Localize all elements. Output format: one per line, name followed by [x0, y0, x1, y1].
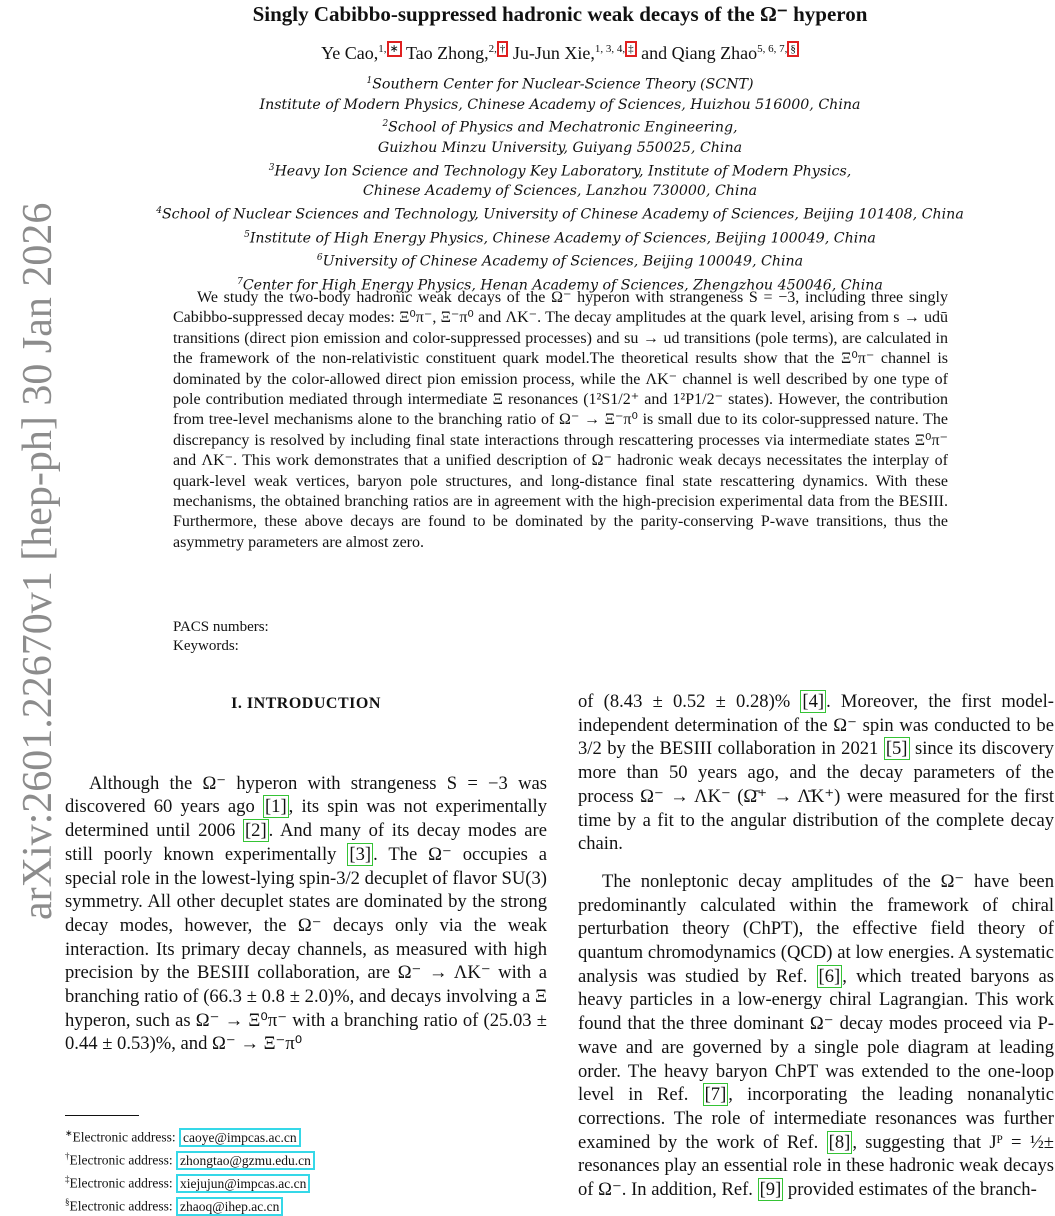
citation-link[interactable]: [9] — [759, 1179, 782, 1201]
citation-link[interactable]: [2] — [244, 820, 267, 842]
footnote — [65, 1147, 545, 1170]
keywords: Keywords: — [173, 638, 239, 654]
section-heading: I. INTRODUCTION — [231, 695, 381, 712]
text-run: , incorporating the leading nonanalytic corrections. The role of intermediate resonances was further examined by the work of Ref. — [578, 1084, 1054, 1153]
citation-link[interactable]: [1] — [264, 796, 287, 818]
text-run: . And many of its decay modes are still poorly known experimentally — [65, 820, 547, 865]
text-run: , which treated baryons as heavy particles in a low-energy chiral Lagrangian. This work found that the three dominant Ω⁻ decay modes proceed via P-wave and are governed by a single pole diagram at leading order. The heavy baryon ChPT was extended to the one-loop level in Ref. — [578, 965, 1054, 1106]
affil-text: Heavy Ion Science and Technology Key Laboratory, Institute of Modern Physics, — [274, 163, 852, 180]
email-link[interactable]: caoye@impcas.ac.cn — [179, 1128, 301, 1147]
affil-text: School of Physics and Mechatronic Engineering, — [388, 120, 738, 137]
affiliation-line — [80, 96, 1040, 116]
affil-num: 5 — [244, 229, 250, 240]
email-link[interactable]: xiejujun@impcas.ac.cn — [176, 1174, 310, 1193]
citation-link[interactable]: [7] — [704, 1084, 727, 1106]
email-link[interactable]: zhaoq@ihep.ac.cn — [176, 1197, 283, 1216]
affil-sup: 2, — [488, 43, 497, 55]
affiliation-line — [80, 139, 1040, 159]
text-run: The nonleptonic decay amplitudes of the Ω⁻ have been predominantly calculated within the framework of chiral perturbation theory (ChPT), the effective field theory of quantum chromodynamics (QCD) at low energies. A systematic analysis was studied by Ref. — [578, 870, 1054, 987]
footnote-mark: † — [65, 1151, 70, 1161]
affil-num: 7 — [237, 276, 243, 287]
paper-title: Singly Cabibbo-suppressed hadronic weak decays of the Ω⁻ hyperon — [252, 2, 868, 26]
text-run: . Moreover, the first model-independent determination of the Ω⁻ spin was conducted to be 3/2 by the BESIII collaboration in 2021 — [578, 691, 1054, 760]
affil-text: Institute of High Energy Physics, Chinese Academy of Sciences, Beijing 100049, China — [249, 230, 876, 247]
footnote-mark: § — [65, 1197, 70, 1207]
text-run: provided estimates of the branch- — [783, 1179, 1037, 1201]
affil-sup: 1, 3, 4, — [594, 43, 626, 55]
footnote-label: Electronic address: — [72, 1129, 180, 1145]
footnote-rule — [65, 1115, 139, 1116]
footnote-link[interactable]: † — [497, 41, 509, 57]
citation-link[interactable]: [5] — [885, 738, 908, 760]
intro-paragraph — [65, 772, 547, 1056]
affil-num: 1 — [366, 76, 373, 86]
affil-sup: 1, — [378, 43, 387, 55]
abstract: We study the two-body hadronic weak decays of the Ω⁻ hyperon with strangeness S = −3, including three singly Cabibbo-suppressed decay modes: Ξ⁰π⁻, Ξ⁻π⁰ and ΛK⁻. The decay amplitudes at the quark level, arising from s → udū transitions (direct pion emission and color-suppressed processes) and su → ud transitions (pole terms), are calculated in the framework of the non-relativistic constituent quark model.The theoretical results show that the Ξ⁰π⁻ channel is dominated by the color-allowed direct pion emission process, while the ΛK⁻ channel is well described by one type of pole contribution mediated through intermediate Ξ resonances (1²S1/2⁺ and 1²P1/2⁻ states). However, the contribution from tree-level mechanisms alone to the branching ratio of Ω⁻ → Ξ⁻π⁰ is small due to its color-suppressed nature. The discrepancy is resolved by including final state interactions through rescattering processes via intermediate states Ξ⁰π⁻ and ΛK⁻. This work demonstrates that a unified description of Ω⁻ hadronic weak decays necessitates the interplay of quark-level weak vertices, baryon pole structures, and long-distance final state rescattering dynamics. With these mechanisms, the obtained branching ratios are in agreement with the high-precision experimental data from the BESIII. Furthermore, these above decays are found to be dominated by the parity-conserving P-wave transitions, thus the asymmetry parameters are almost zero. — [173, 289, 948, 551]
affiliation-line — [80, 72, 1040, 96]
footnote-link[interactable]: ‡ — [625, 41, 637, 57]
affil-text: Chinese Academy of Sciences, Lanzhou 730000, China — [362, 183, 758, 200]
affiliation-line — [80, 182, 1040, 202]
citation-link[interactable]: [8] — [828, 1131, 851, 1153]
footnote-mark: ‡ — [65, 1174, 70, 1184]
affil-text: Center for High Energy Physics, Henan Academy of Sciences, Zhengzhou 450046, China — [242, 277, 883, 294]
footnote-mark: ∗ — [65, 1128, 73, 1138]
affil-num: 3 — [268, 162, 275, 173]
footnote — [65, 1124, 545, 1147]
text-run: , suggesting that Jᴾ = ½± resonances play an essential role in these hadronic weak decays of Ω⁻. In addition, Ref. — [578, 1131, 1054, 1201]
right-column — [578, 690, 1054, 1202]
footnote — [65, 1193, 545, 1216]
footnotes — [65, 1124, 545, 1216]
affil-num: 2 — [382, 119, 389, 130]
citation-link[interactable]: [6] — [818, 965, 841, 987]
footnote-link[interactable]: ∗ — [387, 41, 402, 57]
footnote — [65, 1170, 545, 1193]
affiliation-line — [80, 249, 1040, 273]
text-run: since its discovery more than 50 years ago, and the decay parameters of the process Ω⁻ → ΛK⁻ (Ω̄⁺ → Λ̄K⁺) were measured for the first time by a fit to the angular distribution of the complete decay chain. — [578, 738, 1054, 855]
affiliation-line — [80, 202, 1040, 226]
affiliation-line — [80, 226, 1040, 250]
affil-text: Southern Center for Nuclear-Science Theory (SCNT) — [372, 76, 754, 93]
author-name: Tao Zhong, — [405, 43, 489, 63]
left-column — [65, 690, 547, 1056]
author-name: Ju-Jun Xie, — [512, 43, 595, 63]
footnote-label: Electronic address: — [69, 1175, 176, 1191]
affil-text: University of Chinese Academy of Sciences, Beijing 100049, China — [322, 253, 804, 270]
citation-link[interactable]: [3] — [349, 843, 372, 865]
text-run: of (8.43 ± 0.52 ± 0.28)% — [578, 691, 801, 712]
affil-text: Guizhou Minzu University, Guiyang 550025, China — [377, 139, 743, 156]
footnote-label: Electronic address: — [69, 1152, 176, 1168]
text-run: Although the Ω⁻ hyperon with strangeness S = −3 was discovered 60 years ago — [65, 772, 547, 818]
intro-paragraph — [578, 870, 1054, 1202]
footnote-link[interactable]: § — [787, 41, 799, 57]
pacs-numbers: PACS numbers: — [173, 619, 269, 635]
intro-paragraph — [578, 690, 1054, 856]
affil-text: Institute of Modern Physics, Chinese Academy of Sciences, Huizhou 516000, China — [259, 96, 861, 113]
text-run: , its spin was not experimentally determined until 2006 — [65, 796, 547, 842]
author-name: Ye Cao, — [321, 43, 379, 63]
citation-link[interactable]: [4] — [802, 691, 825, 712]
footnote-label: Electronic address: — [69, 1198, 176, 1214]
author-list — [100, 42, 1020, 64]
author-name: and Qiang Zhao — [641, 43, 758, 63]
email-link[interactable]: zhongtao@gzmu.edu.cn — [176, 1151, 315, 1170]
affil-text: School of Nuclear Sciences and Technology, University of Chinese Academy of Sciences, Beijing 101408, China — [161, 206, 964, 223]
affil-num: 6 — [316, 253, 323, 264]
text-run: . The Ω⁻ occupies a special role in the lowest-lying spin-3/2 decuplet of flavor SU(3) symmetry. All other decuplet states are dominated by the strong decay modes, however, the Ω⁻ decays only via the weak interaction. Its primary decay channels, as measured with high precision by the BESIII collaboration, are Ω⁻ → ΛK⁻ with a branching ratio of (66.3 ± 0.8 ± 2.0)%, and decays involving a Ξ hyperon, such as Ω⁻ → Ξ⁰π⁻ with a branching ratio of (25.03 ± 0.44 ± 0.53)%, and Ω⁻ → Ξ⁻π⁰ — [65, 843, 548, 1055]
affiliation-line — [80, 115, 1040, 139]
affiliation-line — [80, 159, 1040, 183]
affil-num: 4 — [156, 205, 162, 216]
affil-sup: 5, 6, 7, — [757, 43, 788, 55]
arxiv-stamp: arXiv:2601.22670v1 [hep-ph] 30 Jan 2026 — [15, 202, 61, 920]
pacs-block — [173, 618, 269, 656]
affiliations — [80, 72, 1040, 296]
